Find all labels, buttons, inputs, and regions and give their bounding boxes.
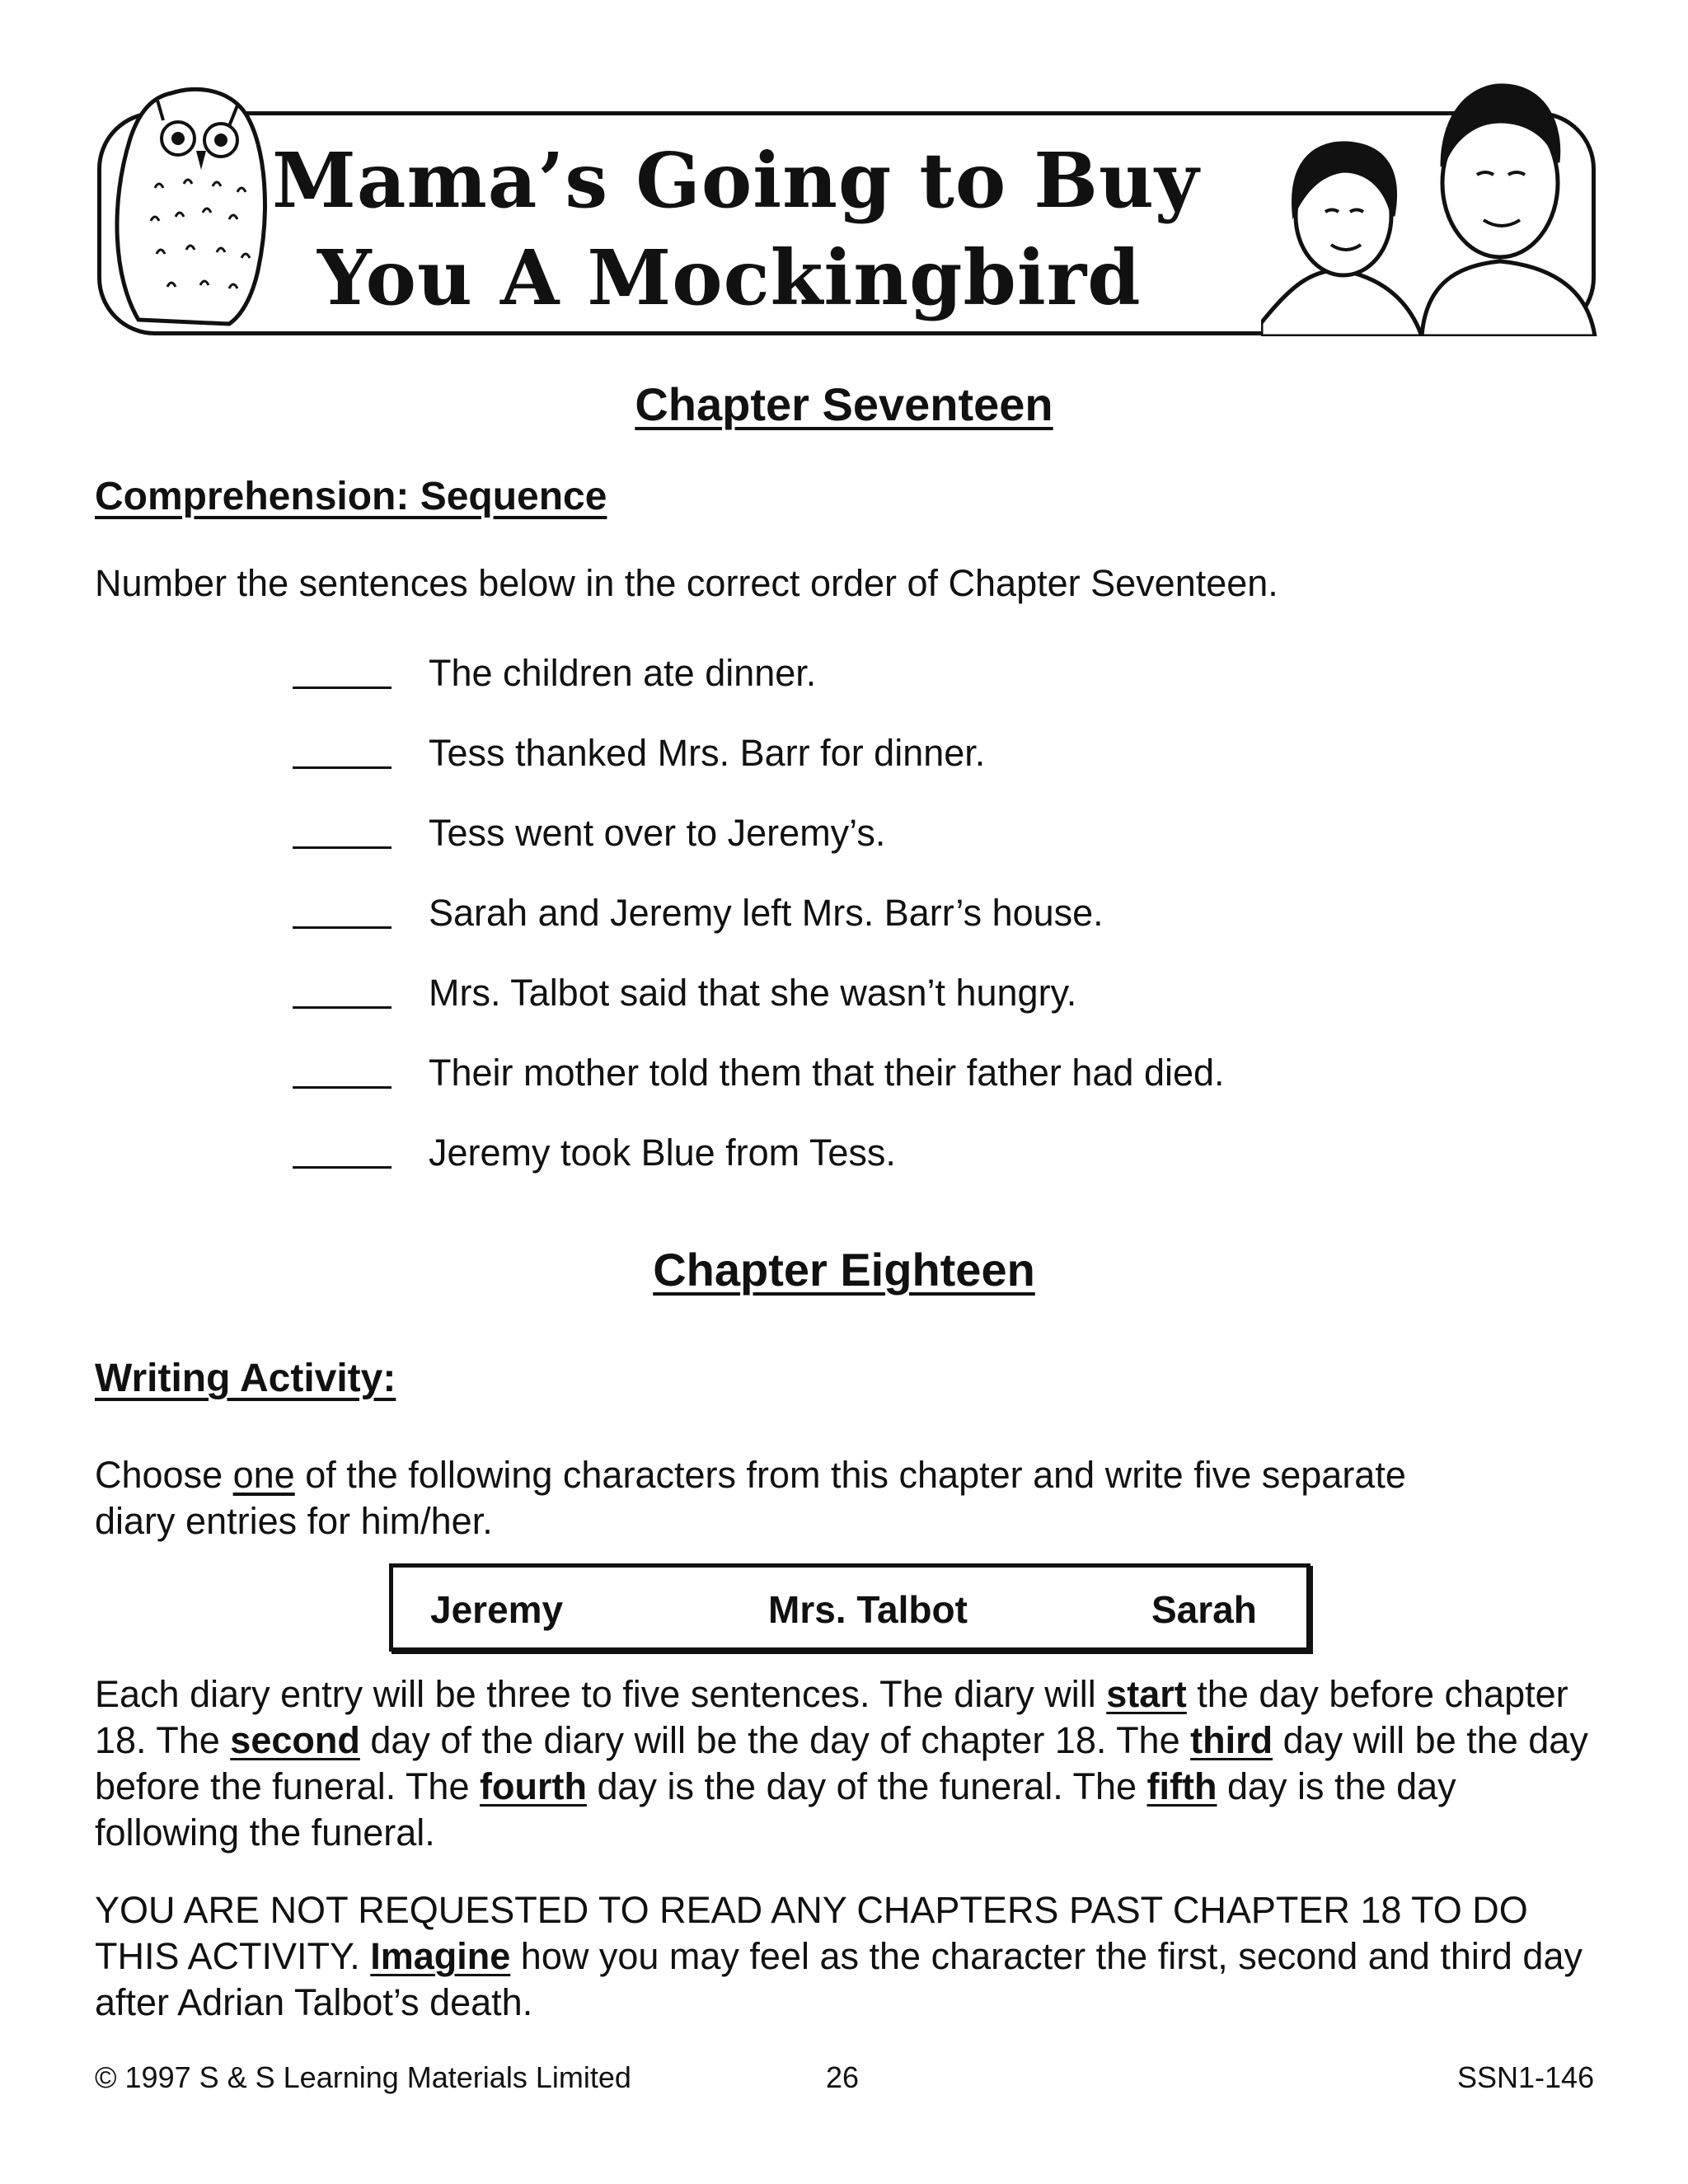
comprehension-sequence-heading: Comprehension: Sequence xyxy=(95,475,607,518)
list-item xyxy=(293,873,1225,953)
activity-note xyxy=(95,1887,1603,2026)
list-item xyxy=(293,953,1225,1033)
list-item xyxy=(293,793,1225,873)
answer-blank[interactable] xyxy=(293,846,392,849)
diary-instructions xyxy=(95,1671,1603,1856)
answer-blank[interactable] xyxy=(293,1006,392,1009)
emphasis-word: second xyxy=(230,1719,360,1761)
answer-blank[interactable] xyxy=(293,1166,392,1169)
title-line-2: You A Mockingbird xyxy=(317,233,1142,322)
intro-underlined: one xyxy=(232,1454,295,1496)
paragraph-text: day is the day of the funeral. The xyxy=(586,1765,1147,1807)
sequence-sentence: Tess went over to Jeremy’s. xyxy=(429,811,886,854)
sequence-instruction: Number the sentences below in the correct order of Chapter Seventeen. xyxy=(95,562,1278,604)
sequence-sentence: The children ate dinner. xyxy=(429,651,817,694)
product-code: SSN1-146 xyxy=(1457,2060,1595,2094)
character-option: Jeremy xyxy=(430,1588,564,1631)
character-option: Sarah xyxy=(1151,1588,1257,1631)
worksheet-title xyxy=(272,132,1343,326)
sequence-sentence: Mrs. Talbot said that she wasn’t hungry. xyxy=(429,971,1077,1014)
paragraph-text: day will be the day before the funeral. The xyxy=(95,1719,1588,1807)
writing-intro xyxy=(95,1452,1496,1544)
answer-blank[interactable] xyxy=(293,766,392,769)
sequence-list xyxy=(293,633,1225,1193)
emphasis-word: third xyxy=(1190,1719,1273,1761)
answer-blank[interactable] xyxy=(293,687,392,689)
paragraph-text: how you may feel as the character the first, second and third day after Adrian Talbot’s death. xyxy=(95,1935,1582,2023)
character-option: Mrs. Talbot xyxy=(768,1588,968,1631)
title-line-1: Mama’s Going to Buy xyxy=(272,136,1200,225)
paragraph-text: Each diary entry will be three to five sentences. The diary will xyxy=(95,1673,1107,1715)
emphasis-word: fourth xyxy=(480,1765,587,1807)
answer-blank[interactable] xyxy=(293,926,392,929)
list-item xyxy=(293,1113,1225,1193)
paragraph-text: the day before chapter 18. The xyxy=(95,1673,1568,1761)
page-number: 26 xyxy=(826,2060,860,2094)
character-choices-box xyxy=(389,1563,1311,1652)
answer-blank[interactable] xyxy=(293,1086,392,1089)
paragraph-text: day is the day following the funeral. xyxy=(95,1765,1456,1854)
paragraph-text: day of the diary will be the day of chapter 18. The xyxy=(359,1719,1191,1761)
sequence-sentence: Sarah and Jeremy left Mrs. Barr’s house. xyxy=(429,891,1104,934)
emphasis-word: start xyxy=(1106,1673,1187,1715)
list-item xyxy=(293,633,1225,713)
writing-activity-heading: Writing Activity: xyxy=(95,1357,396,1400)
list-item xyxy=(293,1033,1225,1113)
copyright-notice: © 1997 S & S Learning Materials Limited xyxy=(95,2060,631,2094)
owl-icon xyxy=(106,81,283,328)
sequence-sentence: Their mother told them that their father had died. xyxy=(429,1051,1225,1094)
emphasis-word: Imagine xyxy=(370,1935,511,1977)
emphasis-word: fifth xyxy=(1146,1765,1217,1807)
list-item xyxy=(293,713,1225,793)
chapter-seventeen-heading: Chapter Seventeen xyxy=(635,378,1053,430)
paragraph-text: YOU ARE NOT REQUESTED TO READ ANY CHAPTERS PAST CHAPTER 18 TO DO THIS ACTIVITY. xyxy=(95,1889,1528,1977)
intro-text: of the following characters from this chapter and write five separate diary entries for him/her. xyxy=(95,1454,1406,1542)
sequence-sentence: Jeremy took Blue from Tess. xyxy=(429,1131,896,1174)
chapter-eighteen-heading: Chapter Eighteen xyxy=(653,1244,1035,1296)
intro-text: Choose xyxy=(95,1454,233,1496)
sequence-sentence: Tess thanked Mrs. Barr for dinner. xyxy=(429,731,986,774)
